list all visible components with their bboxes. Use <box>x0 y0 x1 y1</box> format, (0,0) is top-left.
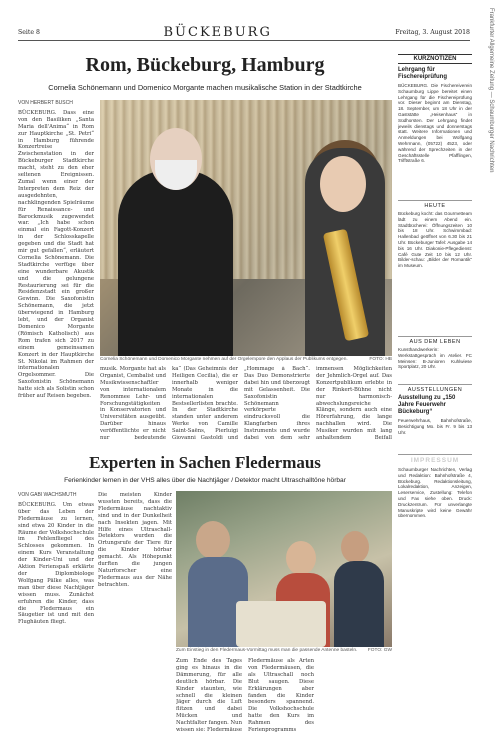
sidebar <box>398 54 472 617</box>
article2-text-1: BÜCKEBURG. Um etwas über das Leben der Fledermäuse zu lernen, sind etwa 20 Kinder in die Räume der Volkshochschule im Fehlenfliegel des Schlosses gekommen. In einem Kurs Veranstaltung der Kinder-Uni und der Aktion Ferienspaß erklärte der Diplombiologe Wolfgang Pälke alles, was man über diese Nachtjäger wissen muss. Zunächst erfuhren die Kinder, dass die Fledermaus ein Säugetier ist und mit den Flughäuten fliegt. <box>18 501 94 626</box>
vertical-credit: Frankfurter Allgemeine Zeitung — Schaumburger Nachrichten <box>488 8 494 173</box>
article2-headline: Experten in Sachen Fledermaus <box>89 453 321 472</box>
sidebar-item1-title: Lehrgang für Fischereiprüfung <box>398 67 448 80</box>
sidebar-section-today: HEUTE <box>398 200 472 209</box>
child-head-3 <box>341 531 369 563</box>
article2-column-1 <box>18 492 94 732</box>
sidebar-ausst-title: Ausstellung zu „150 Jahre Feuerwehr Bückeburg“ <box>398 395 456 415</box>
article2-subheadline: Ferienkinder lernen in der VHS alles über die Nachtjäger / Detektor macht Ultraschalltöne hörbar <box>64 477 346 484</box>
article1-headline: Rom, Bückeburg, Hamburg <box>85 54 325 76</box>
article2-byline: VON GABI WACHSMUTH <box>18 492 77 498</box>
page-number: Seite 8 <box>18 28 40 36</box>
saxophonist-face <box>320 156 366 212</box>
article1-photo-caption <box>100 357 392 362</box>
article1-photo <box>100 100 392 356</box>
photo2-caption-text: Zum Einstieg in den Fledermaus-Vormittag muss man die passende Antenne basteln. <box>176 648 358 653</box>
article1-text-1: BÜCKEBURG. Dass eine von den Basiliken „Santa Maria dell'Anima“ in Rom zur Hauptkirche „St. Petri“ in Hamburg führende Konzertreise Zwischenstation in der Bückeburger Stadtkirche macht, steht zu den eher seltenen Ereignissen. Zumal wenn einer der Interpreten dem Reiz der ausgedehnten, nachklingenden Spielräume für Renaissance- und Barockmusik zugewendet war. „Ich habe schon einmal ein Fagott-Konzert in der Schlosskapelle gegeben und die Stadt hat mir gut gefallen“, erläutert Cornelia Schönemann. Die Stadtkirche verfüge über eine wunderbare Akustik und die gelungene Restaurierung sei für die Residenzstadt ein großer Gewinn. Die Saxofonistin Schönemann, die jetzt überwiegend in Hamburg lebt, und der Organist Domenico Morgante (Römisch Katholisch) aus Rom trafen sich 2017 zu einem gemeinsamen Konzert in der Hauptkirche St. Nikolai im Rahmen der internationalen Orgelsommer. Die Saxofonistin Schönemann hatte sich als Solistin schon früher auf Reisen begeben. <box>18 109 94 400</box>
child-head-2 <box>286 541 316 575</box>
article1-column-4: „Hommage à Bach“. Das Duo Demonstrierte dabei hin und überzeugt mit Gelassenheit. Die Saxofonistin Schönemann verkörperte eindrucksvoll die Klangfarben ihres Instruments und wurde dabei von dem sehr <box>244 366 310 442</box>
article1-column-5: immensen Möglichkeiten der Jehmlich-Orgel auf. Das Konzertpublikum erlebte in der Rinkert-Bühne nicht nur harmonisch-abwechslungsreiche Klänge, sondern auch eine Hörerfahrung, die lange nachhallen wird. Die Musiker wurden mit lang anhaltendem Beifall <box>316 366 392 442</box>
article2-photo <box>176 491 392 647</box>
photo2-credit: FOTO: GW <box>367 648 392 653</box>
sidebar-today-text: Bückeburg kocht: das Gourmetteam lädt zu einem Abend ein. Stadtbücherei: Öffnungszeiten 10 bis 18 Uhr. Schwimmbad: Hallenbad geöffnet von 6.30 bis 21 Uhr. Bückeburger Tafel: Ausgabe 14 bis 16 Uhr. Diakonie-Pflegedienst: Café Gute Zeit 10 bis 12 Uhr. Bilder-schau: „Bilder der Romantik“ im Museum. <box>398 211 472 269</box>
photo1-credit: FOTO: HB <box>369 357 392 362</box>
masthead: BÜCKEBURG <box>163 24 272 40</box>
organist-figure <box>118 170 233 356</box>
sidebar-header: KURZNOTIZEN <box>398 54 472 64</box>
article1-column-3: ka“ (Das Geheimnis der Heiligen Cecilia), die er innerhalb weniger Monate in die internationalen Bestsellerlisten brachte. In der Stadtkirche standen unter anderem Werke von Camille Saint-Saëns, Pierluigi Giovanni Gastoldi und <box>172 366 238 442</box>
page-date: Freitag, 3. August 2018 <box>395 28 470 36</box>
article2-column-4: Fledermäuse als Arten von Fledermäusen, die als Ultraschall noch Blut saugen. Diese Erklärungen aber fanden die Kinder besonders spannend. Die Volkshochschule hatte den Kurs im Rahmen des Ferienprogramms <box>248 658 314 732</box>
sidebar-ausst-text: Feuerwehrhaus, Bahnhofstraße, Besichtigung Mo. bis Fr. 9 bis 13 Uhr. <box>398 418 472 435</box>
sidebar-ausleben-text: Kunsthandwerkerin: Werkstattgespräch im Atelier. FC Meinsen: B-Junioren Kuhlwiese Sportplatz, 20 Uhr. <box>398 347 472 370</box>
craft-table <box>236 601 326 647</box>
sidebar-section-ausleben: AUS DEM LEBEN <box>398 336 472 345</box>
child-head-1 <box>196 521 230 559</box>
article2-photo-caption <box>176 648 392 653</box>
article2-column-2: Die meisten Kinder wussten bereits, dass die Fledermäuse nachtaktiv sind und in der Dunkelheit nach Insekten jagen. Mit Hilfe eines Ultraschall-Detektors wurden die Ortungsrufe der Tiere für die Kinder hörbar gemacht. Als Höhepunkt durften die jungen Naturforscher eine Fledermaus aus der Nähe betrachten. <box>98 492 172 588</box>
article1-byline: VON HERBERT BUSCH <box>18 100 73 106</box>
article1-column-1 <box>18 100 94 438</box>
page-header <box>18 24 470 41</box>
article1-subheadline: Cornelia Schönemann und Domenico Morgante machen musikalische Station in der Stadtkirche <box>48 83 362 92</box>
sidebar-item1-text: BÜCKEBURG. Die Fischereiverein Schaumburg Lippe bereitet einen Lehrgang für die Fischereiprüfung vor. Dieser beginnt am Dienstag, 18. September, um 18 Uhr in der Gaststätte „Heisenhaus“ in Südhorsten. Der Lehrgang findet jeweils dienstags und donnerstags statt. Weitere Informationen und Anmeldungen bei Wolfgang Wehrmann, (05722) 4523, oder während der Sprechzeiten in der Geschäftsstelle Pfafflingen, Trifftstraße 6. <box>398 83 472 164</box>
article1-column-2: musik. Morgante hat als Organist, Cembalist und Musikwissenschaftler von internationalem Renommee Lehr- und Forschungstätigkeiten in Konservatorien und Universitäten ausgeübt. Darüber hinaus veröffentlichte er nicht nur bedeutende <box>100 366 166 442</box>
child-body-3 <box>334 561 384 647</box>
article2-column-3: Zum Ende des Tages ging es hinaus in die Dämmerung, für alle deutlich hörbar. Die Kinder staunten, wie schnell die kleinen Jäger durch die Luft flitzen und dabei Mücken und Nachtfalter fangen. Nun wissen sie: Fledermäuse <box>176 658 242 732</box>
sidebar-impressum-title: IMPRESSUM <box>398 454 472 464</box>
sidebar-impressum-text: Schaumburger Nachrichten, Verlag und Redaktion: Bahnhofstraße 4, Bückeburg. Redaktionsleitung, Lokalredaktion, Anzeigen, Leserservice, Zustellung: Telefon und Fax siehe oben. Druck: Druckzentrum. Für unverlangte Manuskripte wird keine Gewähr übernommen. <box>398 467 472 519</box>
sidebar-section-ausstellungen: AUSSTELLUNGEN <box>398 384 472 393</box>
photo1-caption-text: Cornelia Schönemann und Domenico Morgante nehmen auf der Orgelempore den Applaus der Publikums entgegen. <box>100 357 348 362</box>
